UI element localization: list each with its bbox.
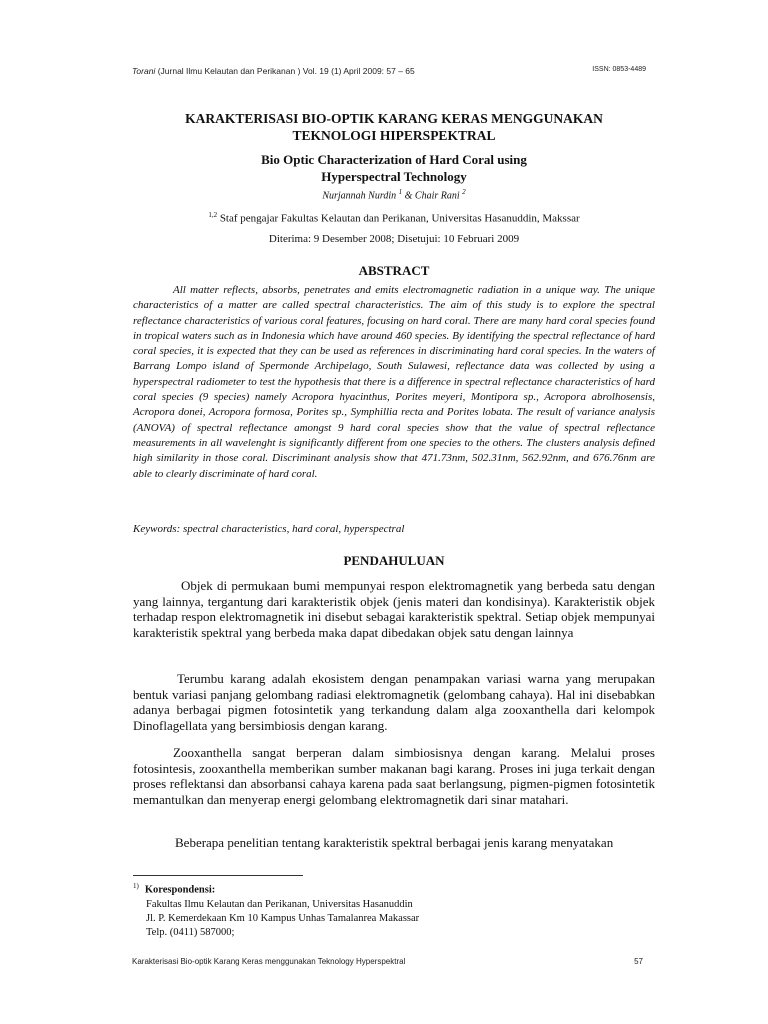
footnote-divider xyxy=(133,875,303,876)
footnote-line-3: Telp. (0411) 587000; xyxy=(146,926,235,938)
author-2: Chair Rani xyxy=(414,190,460,202)
submission-dates: Diterima: 9 Desember 2008; Disetujui: 10 Februari 2009 xyxy=(268,233,520,245)
footnote-heading xyxy=(133,879,419,898)
title-line-2: TEKNOLOGI HIPERSPEKTRAL xyxy=(292,128,496,143)
abstract-heading: ABSTRACT xyxy=(358,263,430,278)
abstract-body: All matter reflects, absorbs, penetrates and emits electromagnetic radiation in a unique way. The unique characteristics of a matter are called spectral characteristics. The aim of this study is to explore the spectral reflectance characteristics of various coral features, focusing on hard coral. There are many hard coral species found in tropical waters such as in Indonesia which have around 460 species. By identifying the spectral reflectance of hard coral species, it is expected that they can be used as references in discriminating hard coral species. In the waters of Barrang Lompo island of Spermonde Archipelago, South Sulawesi, reflectance data was collected by using a hyperspectral radiometer to test the hypothesis that there is a difference in spectral reflectance characteristics of hard coral species (9 species) namely Acropora hyacinthus, Porites meyeri, Montipora sp., Acropora abrolhosensis, Acropora donei, Acropora formosa, Porites sp., Symphillia recta and Porites lobata. The result of variance analysis (ANOVA) of spectral reflectance amongst 9 hard coral species show that the value of spectral reflectance measurements in all wavelenght is significantly different from one species to the others. The clusters analysis defined high similarity in those coral. Discriminant analysis show that 471.73nm, 502.31nm, 562.92nm, and 676.76nm are able to clearly discriminate of hard coral. xyxy=(133,284,655,480)
title-en-line-2: Hyperspectral Technology xyxy=(321,169,467,184)
footnote-line-1: Fakultas Ilmu Kelautan dan Perikanan, Universitas Hasanuddin xyxy=(146,898,413,910)
footnote-mark: 1) xyxy=(133,882,139,890)
author-1: Nurjannah Nurdin xyxy=(322,190,397,202)
affiliation-mark: 1,2 xyxy=(208,211,218,219)
section-heading: PENDAHULUAN xyxy=(343,553,445,568)
affiliation xyxy=(132,211,656,225)
title-line-1: KARAKTERISASI BIO-OPTIK KARANG KERAS MENGGUNAKAN xyxy=(185,111,603,126)
journal-volume: (Jurnal Ilmu Kelautan dan Perikanan ) Vol. 19 (1) April 2009: 57 – 65 xyxy=(157,66,415,76)
paragraph-1: Objek di permukaan bumi mempunyai respon elektromagnetik yang berbeda satu dengan yang lainnya, tergantung dari karakteristik objek (jenis materi dan kondisinya). Karakteristik objek terhadap respon elektromagnetik ini disebut sebagai karakteristik spektral. Setiap objek mempunyai karakteristik spektral yang berbeda maka dapat dibedakan objek satu dengan lainnya xyxy=(133,578,655,640)
article-title-indonesian xyxy=(132,110,656,144)
affiliation-text: Staf pengajar Fakultas Kelautan dan Perikanan, Universitas Hasanuddin, Makssar xyxy=(219,212,580,225)
running-header xyxy=(132,66,646,76)
running-footer xyxy=(132,957,643,966)
journal-name: Torani xyxy=(132,66,156,76)
footer-title: Karakterisasi Bio-optik Karang Keras menggunakan Teknology Hyperspektral xyxy=(132,957,406,966)
footnote xyxy=(133,879,419,940)
paragraph-4: Beberapa penelitian tentang karakteristik spektral berbagai jenis karang menyatakan xyxy=(175,835,614,850)
keywords: Keywords: spectral characteristics, hard coral, hyperspectral xyxy=(133,523,405,535)
author-separator: & xyxy=(402,190,415,202)
author-2-mark: 2 xyxy=(462,188,466,196)
paragraph-3: Zooxanthella sangat berperan dalam simbiosisnya dengan karang. Melalui proses fotosintesis, zooxanthella memberikan sumber makanan bagi karang. Proses ini juga terkait dengan proses reflektansi dan absorbansi cahaya karena pada saat berlangsung, pigmen-pigmen fotosintetik memantulkan dan menyerap energi gelombang elektromagnetik dari sinar matahari. xyxy=(133,745,655,807)
journal-citation xyxy=(132,66,415,76)
paragraph-2: Terumbu karang adalah ekosistem dengan penampakan variasi warna yang merupakan bentuk variasi panjang gelombang radiasi elektromagnetik (gelombang cahaya). Hal ini disebabkan adanya berbagai pigmen fotosintetik yang terkandung dalam alga zooxanthella dari kelompok Dinoflagellata yang bersimbiosis dengan karang. xyxy=(133,671,655,733)
author-1-mark: 1 xyxy=(398,188,403,196)
title-en-line-1: Bio Optic Characterization of Hard Coral using xyxy=(261,152,527,167)
footnote-title: Korespondensi: xyxy=(144,884,216,896)
article-title-english xyxy=(132,151,656,185)
page-number: 57 xyxy=(634,957,643,966)
author-list xyxy=(132,188,656,201)
footnote-line-2: Jl. P. Kemerdekaan Km 10 Kampus Unhas Tamalanrea Makassar xyxy=(146,912,420,924)
issn: ISSN: 0853-4489 xyxy=(592,66,646,73)
